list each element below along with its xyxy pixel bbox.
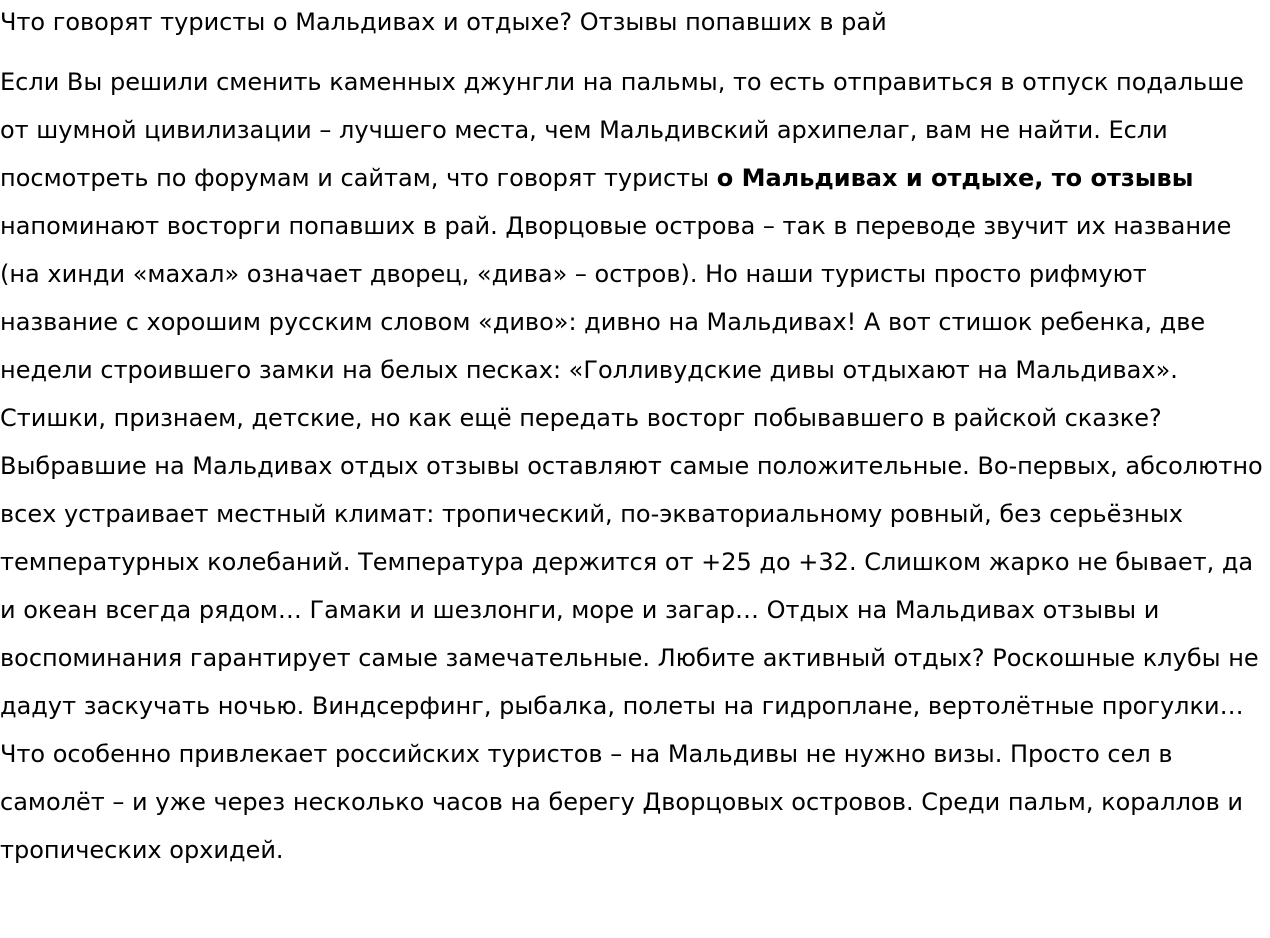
paragraph-text-part-2: напоминают восторги попавших в рай. Дворцовые острова – так в переводе звучит их название (на хинди «махал» означает дворец, «дива» – остров). Но наши туристы просто рифмуют название с хорошим русским словом «диво»: дивно на Мальдивах! А вот стишок ребенка, две недели строившего замки на белых песках: «Голливудские дивы отдыхают на Мальдивах». Стишки, признаем, детские, но как ещё передать восторг побывавшего в райской сказке? Выбравшие на Мальдивах отдых отзывы оставляют самые положительные. Во-первых, абсолютно всех устраивает местный климат: тропический, по-экваториальному ровный, без серьёзных температурных колебаний. Температура держится от +25 до +32. Слишком жарко не бывает, да и океан всегда рядом… Гамаки и шезлонги, море и загар… Отдых на Мальдивах отзывы и воспоминания гарантирует самые замечательные. Любите активный отдых? Роскошные клубы не дадут заскучать ночью. Виндсерфинг, рыбалка, полеты на гидроплане, вертолётные прогулки… Что особенно привлекает российских туристов – на Мальдивы не нужно визы. Просто сел в самолёт – и уже через несколько часов на берегу Дворцовых островов. Среди пальм, кораллов и тропических орхидей. xyxy=(0,212,1263,864)
article-title: Что говорят туристы о Мальдивах и отдыхе? Отзывы попавших в рай xyxy=(0,8,887,36)
article-paragraph xyxy=(0,58,1268,874)
paragraph-text-part-1: Если Вы решили сменить каменных джунгли на пальмы, то есть отправиться в отпуск подальше от шумной цивилизации – лучшего места, чем Мальдивский архипелаг, вам не найти. Если посмотреть по форумам и сайтам, что говорят туристы xyxy=(0,68,1244,192)
paragraph-bold-phrase: о Мальдивах и отдыхе, то отзывы xyxy=(716,164,1194,192)
